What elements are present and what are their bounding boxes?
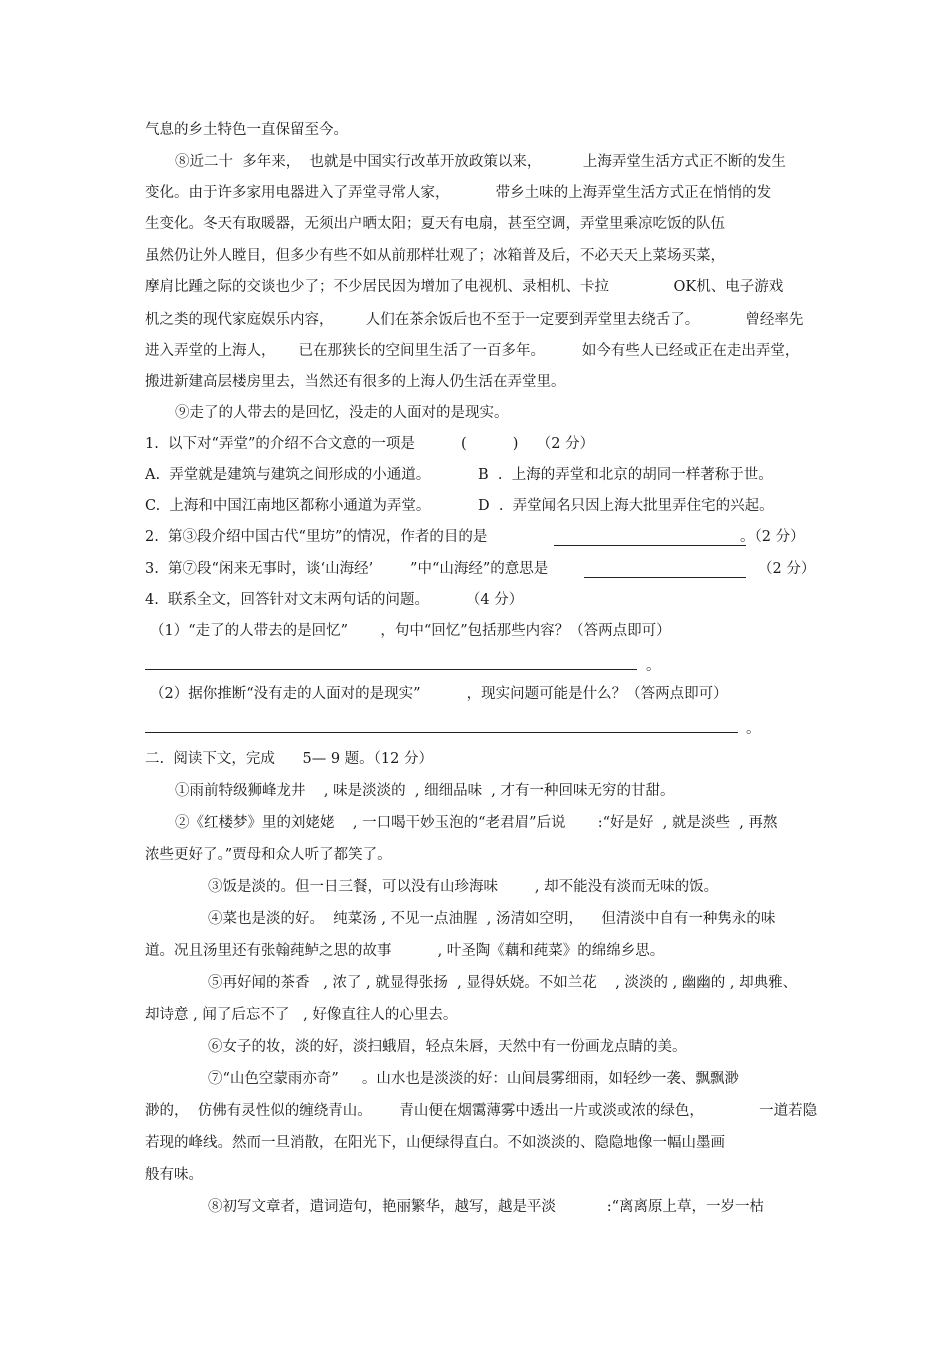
paragraph-8-line-1: ⑧近二十 多年来， 也就是中国实行改革开放政策以来， 上海弄堂生活方式正不断的发生 bbox=[175, 154, 786, 170]
section-2-paragraph-8: ⑧初写文章者，遣词造句，艳丽繁华，越写，越是平淡 :“离离原上草，一岁一枯 bbox=[208, 1199, 764, 1215]
section-2-paragraph-7-line-2: 渺的， 仿佛有灵性似的缠绕青山。 青山便在烟霭薄雾中透出一片或淡或浓的绿色， 一道若隐 bbox=[145, 1103, 818, 1119]
passage-line: 气息的乡土特色一直保留至今。 bbox=[145, 122, 348, 138]
question-2-answer-line[interactable] bbox=[554, 545, 746, 546]
question-3-answer-line[interactable] bbox=[584, 577, 746, 578]
section-2-paragraph-5-line-1: ⑤再好闻的茶香 , 浓了 , 就显得张扬 , 显得妖娆。不如兰花 , 淡淡的 , 幽幽的 , 却典雅、 bbox=[208, 975, 798, 991]
section-2-paragraph-7-line-3: 若现的峰线。然而一旦消散，在阳光下，山便绿得直白。不如淡淡的、隐隐地像一幅山墨画 bbox=[145, 1135, 725, 1151]
question-2: 2. 第③段介绍中国古代“里坊”的情况，作者的目的是 bbox=[145, 529, 488, 545]
question-1-option-b: B . 上海的弄堂和北京的胡同一样著称于世。 bbox=[478, 467, 773, 483]
section-2-heading: 二. 阅读下文，完成 5— 9 题。（12 分） bbox=[145, 751, 433, 767]
question-1-option-c: C. 上海和中国江南地区都称小通道为弄堂。 bbox=[145, 498, 431, 514]
section-2-paragraph-2-line-2: 浓些更好了。”贾母和众人听了都笑了。 bbox=[145, 847, 392, 863]
section-2-paragraph-2-line-1: ②《红楼梦》里的刘姥姥 , 一口喝干妙玉泡的“老君眉”后说 :“好是好 , 就是淡些 , 再熬 bbox=[175, 815, 778, 831]
section-2-paragraph-7-line-4: 般有味。 bbox=[145, 1167, 203, 1183]
paragraph-8-line-4: 虽然仍让外人瞠目，但多少有些不如从前那样壮观了；冰箱普及后，不必天天上菜场买菜， bbox=[145, 248, 725, 264]
question-1-option-d: D . 弄堂闻名只因上海大批里弄住宅的兴起。 bbox=[478, 498, 774, 514]
section-2-paragraph-5-line-2: 却诗意 , 闻了后忘不了 , 好像直往人的心里去。 bbox=[145, 1007, 458, 1023]
section-2-paragraph-7-line-1: ⑦“山色空蒙雨亦奇” 。山水也是淡淡的好：山间晨雾细雨，如轻纱一袭、飘飘渺 bbox=[208, 1071, 739, 1087]
paragraph-9: ⑨走了的人带去的是回忆，没走的人面对的是现实。 bbox=[175, 405, 509, 421]
question-3-score: （2 分） bbox=[758, 561, 816, 577]
question-4-2-answer-line[interactable] bbox=[145, 732, 738, 733]
question-1-option-a: A. 弄堂就是建筑与建筑之间形成的小通道。 bbox=[145, 467, 431, 483]
section-2-paragraph-4-line-2: 道。况且汤里还有张翰莼鲈之思的故事 , 叶圣陶《藕和莼菜》的绵绵乡思。 bbox=[145, 943, 665, 959]
question-4-1-answer-line[interactable] bbox=[145, 669, 637, 670]
paragraph-8-line-5: 摩肩比踵之际的交谈也少了；不少居民因为增加了电视机、录相机、卡拉 OK机、电子游戏 bbox=[145, 279, 784, 295]
paragraph-8-line-3: 生变化。冬天有取暖器，无须出户晒太阳；夏天有电扇，甚至空调，弄堂里乘凉吃饭的队伍 bbox=[145, 216, 725, 232]
section-2-paragraph-4-line-1: ④菜也是淡的好。 纯菜汤 , 不见一点油腥 , 汤清如空明， 但清淡中自有一种隽永的味 bbox=[208, 911, 776, 927]
question-4-2-end: 。 bbox=[746, 721, 761, 737]
question-4-2: （2）据你推断“没有走的人面对的是现实” ，现实问题可能是什么？（答两点即可） bbox=[150, 686, 728, 702]
paragraph-8-line-6: 机之类的现代家庭娱乐内容， 人们在茶余饭后也不至于一定要到弄堂里去绕舌了。 曾经率先 bbox=[145, 312, 804, 328]
section-2-paragraph-3: ③饭是淡的。但一日三餐，可以没有山珍海味 , 却不能没有淡而无味的饭。 bbox=[208, 879, 719, 895]
paragraph-8-line-8: 搬进新建高层楼房里去，当然还有很多的上海人仍生活在弄堂里。 bbox=[145, 374, 566, 390]
question-2-score: 。（2 分） bbox=[740, 529, 805, 545]
question-4-1-end: 。 bbox=[646, 658, 661, 674]
paragraph-8-line-7: 进入弄堂的上海人， 已在那狭长的空间里生活了一百多年。 如今有些人已经或正在走出弄堂， bbox=[145, 343, 800, 359]
question-4-1: （1）“走了的人带去的是回忆” ，句中“回忆”包括那些内容？（答两点即可） bbox=[150, 623, 671, 639]
section-2-paragraph-1: ①雨前特级狮峰龙井 , 味是淡淡的 , 细细品味 , 才有一种回味无穷的甘甜。 bbox=[175, 783, 675, 799]
paragraph-8-line-2: 变化。由于许多家用电器进入了弄堂寻常人家， 带乡土味的上海弄堂生活方式正在悄悄的发 bbox=[145, 185, 772, 201]
question-1: 1. 以下对“弄堂”的介绍不合文意的一项是 ( ) （2 分） bbox=[145, 436, 595, 452]
question-3: 3. 第⑦段“闲来无事时，谈‘山海经’ ”中“山海经”的意思是 bbox=[145, 561, 549, 577]
question-4: 4. 联系全文，回答针对文末两句话的问题。 （4 分） bbox=[145, 592, 524, 608]
section-2-paragraph-6: ⑥女子的妆，淡的好，淡扫蛾眉，轻点朱唇，天然中有一份画龙点睛的美。 bbox=[208, 1039, 687, 1055]
